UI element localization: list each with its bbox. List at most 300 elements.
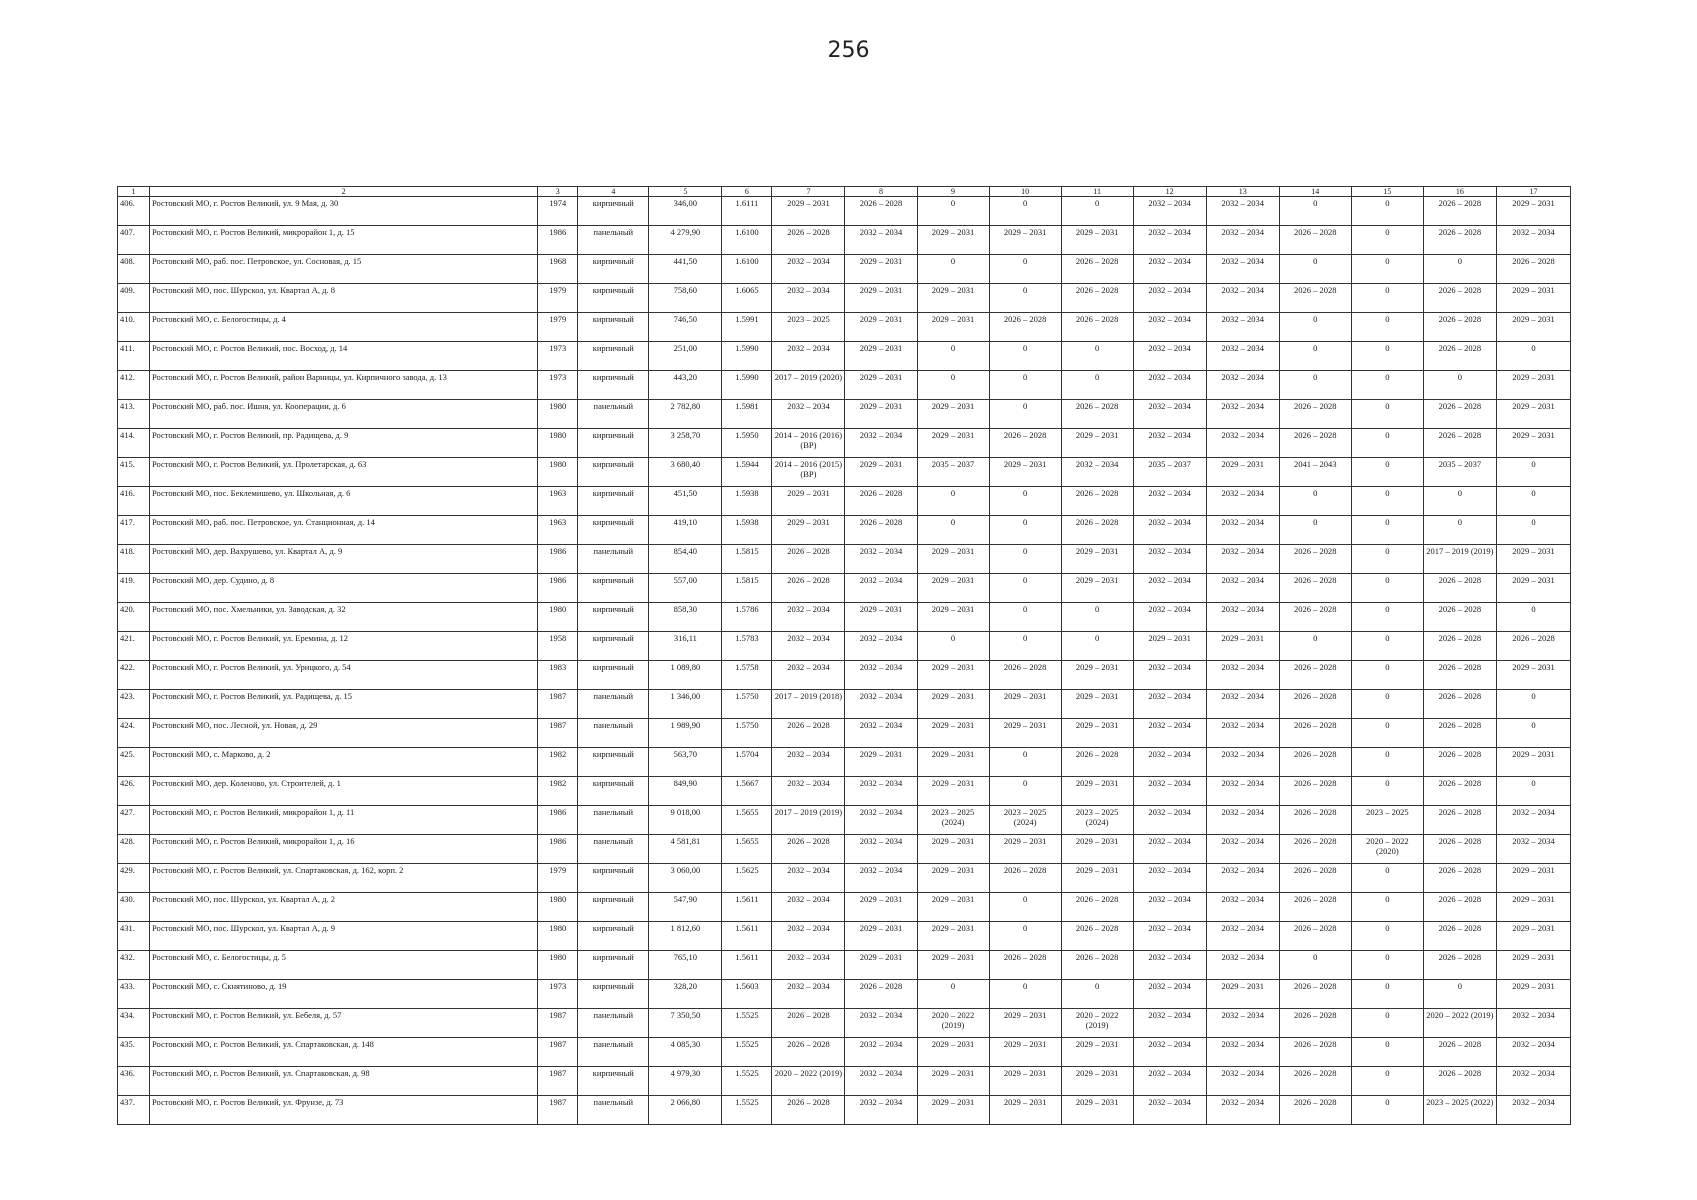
- col15-cell: 0: [1351, 197, 1423, 226]
- col8-cell: 2032 – 2034: [845, 429, 917, 458]
- col17-cell: 2029 – 2031: [1496, 980, 1570, 1009]
- address-cell: Ростовский МО, дер. Судино, д. 8: [150, 574, 538, 603]
- index-cell: 1.5944: [722, 458, 772, 487]
- col12-cell: 2032 – 2034: [1133, 719, 1206, 748]
- year-built-cell: 1963: [538, 516, 578, 545]
- col12-cell: 2032 – 2034: [1133, 806, 1206, 835]
- col10-cell: 2029 – 2031: [989, 1038, 1061, 1067]
- wall-material-cell: кирпичный: [578, 197, 649, 226]
- col9-cell: 2029 – 2031: [917, 835, 989, 864]
- index-cell: 1.5704: [722, 748, 772, 777]
- col14-cell: 0: [1279, 197, 1351, 226]
- column-number-5: 5: [649, 187, 722, 197]
- col10-cell: 2026 – 2028: [989, 661, 1061, 690]
- col7-cell: 2026 – 2028: [772, 1096, 845, 1125]
- col12-cell: 2032 – 2034: [1133, 690, 1206, 719]
- col10-cell: 0: [989, 284, 1061, 313]
- col15-cell: 0: [1351, 893, 1423, 922]
- col17-cell: 2032 – 2034: [1496, 226, 1570, 255]
- index-cell: 1.5611: [722, 922, 772, 951]
- col8-cell: 2029 – 2031: [845, 313, 917, 342]
- col10-cell: 2029 – 2031: [989, 1096, 1061, 1125]
- col7-cell: 2032 – 2034: [772, 255, 845, 284]
- col13-cell: 2032 – 2034: [1206, 1038, 1279, 1067]
- col8-cell: 2032 – 2034: [845, 719, 917, 748]
- col17-cell: 2029 – 2031: [1496, 951, 1570, 980]
- area-cell: 328,20: [649, 980, 722, 1009]
- col16-cell: 2026 – 2028: [1423, 835, 1496, 864]
- wall-material-cell: кирпичный: [578, 632, 649, 661]
- col14-cell: 2026 – 2028: [1279, 719, 1351, 748]
- col14-cell: 2026 – 2028: [1279, 835, 1351, 864]
- col11-cell: 2029 – 2031: [1061, 864, 1133, 893]
- col17-cell: 2032 – 2034: [1496, 1038, 1570, 1067]
- col14-cell: 2026 – 2028: [1279, 1009, 1351, 1038]
- wall-material-cell: панельный: [578, 690, 649, 719]
- col16-cell: 2026 – 2028: [1423, 226, 1496, 255]
- col8-cell: 2029 – 2031: [845, 342, 917, 371]
- col16-cell: 2026 – 2028: [1423, 342, 1496, 371]
- col14-cell: 0: [1279, 342, 1351, 371]
- col10-cell: 0: [989, 603, 1061, 632]
- col15-cell: 0: [1351, 545, 1423, 574]
- column-number-7: 7: [772, 187, 845, 197]
- col17-cell: 2029 – 2031: [1496, 574, 1570, 603]
- row-number: 437.: [118, 1096, 150, 1125]
- col14-cell: 2026 – 2028: [1279, 777, 1351, 806]
- col15-cell: 0: [1351, 487, 1423, 516]
- col14-cell: 2026 – 2028: [1279, 1038, 1351, 1067]
- col7-cell: 2017 – 2019 (2019): [772, 806, 845, 835]
- col17-cell: 2029 – 2031: [1496, 922, 1570, 951]
- year-built-cell: 1979: [538, 284, 578, 313]
- col13-cell: 2032 – 2034: [1206, 835, 1279, 864]
- col16-cell: 2026 – 2028: [1423, 690, 1496, 719]
- col8-cell: 2032 – 2034: [845, 632, 917, 661]
- col10-cell: 2026 – 2028: [989, 313, 1061, 342]
- address-cell: Ростовский МО, г. Ростов Великий, ул. Спартаковская, д. 148: [150, 1038, 538, 1067]
- col16-cell: 2026 – 2028: [1423, 574, 1496, 603]
- col10-cell: 0: [989, 371, 1061, 400]
- col9-cell: 2029 – 2031: [917, 748, 989, 777]
- col13-cell: 2032 – 2034: [1206, 197, 1279, 226]
- row-number: 429.: [118, 864, 150, 893]
- year-built-cell: 1958: [538, 632, 578, 661]
- col13-cell: 2029 – 2031: [1206, 458, 1279, 487]
- row-number: 426.: [118, 777, 150, 806]
- col7-cell: 2032 – 2034: [772, 893, 845, 922]
- col13-cell: 2032 – 2034: [1206, 545, 1279, 574]
- row-number: 424.: [118, 719, 150, 748]
- area-cell: 419,10: [649, 516, 722, 545]
- col9-cell: 2020 – 2022 (2019): [917, 1009, 989, 1038]
- col9-cell: 0: [917, 197, 989, 226]
- index-cell: 1.5611: [722, 951, 772, 980]
- col15-cell: 0: [1351, 632, 1423, 661]
- col15-cell: 0: [1351, 429, 1423, 458]
- col14-cell: 2026 – 2028: [1279, 284, 1351, 313]
- col10-cell: 2029 – 2031: [989, 226, 1061, 255]
- address-cell: Ростовский МО, г. Ростов Великий, район Варницы, ул. Кирпичного завода, д. 13: [150, 371, 538, 400]
- col14-cell: 2041 – 2043: [1279, 458, 1351, 487]
- col10-cell: 0: [989, 893, 1061, 922]
- row-number: 433.: [118, 980, 150, 1009]
- col16-cell: 2026 – 2028: [1423, 632, 1496, 661]
- year-built-cell: 1987: [538, 690, 578, 719]
- col11-cell: 2029 – 2031: [1061, 574, 1133, 603]
- col14-cell: 2026 – 2028: [1279, 545, 1351, 574]
- wall-material-cell: панельный: [578, 1038, 649, 1067]
- col7-cell: 2026 – 2028: [772, 545, 845, 574]
- col12-cell: 2032 – 2034: [1133, 313, 1206, 342]
- col8-cell: 2029 – 2031: [845, 284, 917, 313]
- column-number-13: 13: [1206, 187, 1279, 197]
- column-number-9: 9: [917, 187, 989, 197]
- table-row: [118, 400, 1571, 429]
- address-cell: Ростовский МО, г. Ростов Великий, ул. Радищева, д. 15: [150, 690, 538, 719]
- col11-cell: 2026 – 2028: [1061, 516, 1133, 545]
- col8-cell: 2032 – 2034: [845, 545, 917, 574]
- col15-cell: 0: [1351, 748, 1423, 777]
- address-cell: Ростовский МО, г. Ростов Великий, ул. Пролетарская, д. 63: [150, 458, 538, 487]
- area-cell: 4 581,81: [649, 835, 722, 864]
- col11-cell: 2029 – 2031: [1061, 1067, 1133, 1096]
- table-row: [118, 284, 1571, 313]
- table-row: [118, 922, 1571, 951]
- index-cell: 1.6100: [722, 255, 772, 284]
- column-number-16: 16: [1423, 187, 1496, 197]
- col13-cell: 2032 – 2034: [1206, 487, 1279, 516]
- col14-cell: 2026 – 2028: [1279, 748, 1351, 777]
- col17-cell: 0: [1496, 719, 1570, 748]
- index-cell: 1.5815: [722, 574, 772, 603]
- index-cell: 1.5938: [722, 487, 772, 516]
- address-cell: Ростовский МО, раб. пос. Петровское, ул. Сосновая, д. 15: [150, 255, 538, 284]
- col14-cell: 2026 – 2028: [1279, 661, 1351, 690]
- col16-cell: 0: [1423, 255, 1496, 284]
- col11-cell: 2026 – 2028: [1061, 922, 1133, 951]
- col12-cell: 2029 – 2031: [1133, 632, 1206, 661]
- table-row: [118, 777, 1571, 806]
- year-built-cell: 1968: [538, 255, 578, 284]
- col8-cell: 2029 – 2031: [845, 603, 917, 632]
- table-body: [118, 197, 1571, 1125]
- col7-cell: 2029 – 2031: [772, 197, 845, 226]
- year-built-cell: 1986: [538, 545, 578, 574]
- area-cell: 758,60: [649, 284, 722, 313]
- address-cell: Ростовский МО, раб. пос. Петровское, ул. Станционная, д. 14: [150, 516, 538, 545]
- address-cell: Ростовский МО, пос. Беклемишево, ул. Школьная, д. 6: [150, 487, 538, 516]
- table-row: [118, 603, 1571, 632]
- col7-cell: 2032 – 2034: [772, 284, 845, 313]
- col9-cell: 0: [917, 371, 989, 400]
- col16-cell: 2026 – 2028: [1423, 951, 1496, 980]
- wall-material-cell: кирпичный: [578, 980, 649, 1009]
- col7-cell: 2032 – 2034: [772, 748, 845, 777]
- col15-cell: 0: [1351, 371, 1423, 400]
- wall-material-cell: кирпичный: [578, 661, 649, 690]
- col8-cell: 2032 – 2034: [845, 777, 917, 806]
- col9-cell: 2029 – 2031: [917, 777, 989, 806]
- col11-cell: 2026 – 2028: [1061, 893, 1133, 922]
- column-number-8: 8: [845, 187, 917, 197]
- row-number: 425.: [118, 748, 150, 777]
- area-cell: 1 812,60: [649, 922, 722, 951]
- col7-cell: 2032 – 2034: [772, 951, 845, 980]
- index-cell: 1.5750: [722, 690, 772, 719]
- col11-cell: 0: [1061, 632, 1133, 661]
- area-cell: 443,20: [649, 371, 722, 400]
- row-number: 407.: [118, 226, 150, 255]
- col10-cell: 0: [989, 748, 1061, 777]
- wall-material-cell: кирпичный: [578, 429, 649, 458]
- index-cell: 1.5525: [722, 1067, 772, 1096]
- index-cell: 1.5667: [722, 777, 772, 806]
- table-row: [118, 1067, 1571, 1096]
- index-cell: 1.5815: [722, 545, 772, 574]
- col11-cell: 0: [1061, 371, 1133, 400]
- col9-cell: 2035 – 2037: [917, 458, 989, 487]
- wall-material-cell: панельный: [578, 1009, 649, 1038]
- row-number: 415.: [118, 458, 150, 487]
- col14-cell: 2026 – 2028: [1279, 806, 1351, 835]
- col10-cell: 0: [989, 632, 1061, 661]
- address-cell: Ростовский МО, г. Ростов Великий, микрорайон 1, д. 16: [150, 835, 538, 864]
- col8-cell: 2032 – 2034: [845, 1067, 917, 1096]
- col12-cell: 2032 – 2034: [1133, 226, 1206, 255]
- wall-material-cell: кирпичный: [578, 1067, 649, 1096]
- col17-cell: 2029 – 2031: [1496, 197, 1570, 226]
- col15-cell: 0: [1351, 1009, 1423, 1038]
- col8-cell: 2029 – 2031: [845, 458, 917, 487]
- col7-cell: 2026 – 2028: [772, 1009, 845, 1038]
- year-built-cell: 1973: [538, 342, 578, 371]
- index-cell: 1.5938: [722, 516, 772, 545]
- wall-material-cell: кирпичный: [578, 922, 649, 951]
- address-cell: Ростовский МО, с. Марково, д. 2: [150, 748, 538, 777]
- col7-cell: 2032 – 2034: [772, 342, 845, 371]
- year-built-cell: 1987: [538, 1067, 578, 1096]
- col17-cell: 2029 – 2031: [1496, 748, 1570, 777]
- area-cell: 765,10: [649, 951, 722, 980]
- col14-cell: 0: [1279, 632, 1351, 661]
- col10-cell: 2023 – 2025 (2024): [989, 806, 1061, 835]
- row-number: 406.: [118, 197, 150, 226]
- address-cell: Ростовский МО, с. Белогостицы, д. 4: [150, 313, 538, 342]
- col13-cell: 2032 – 2034: [1206, 255, 1279, 284]
- col12-cell: 2032 – 2034: [1133, 1096, 1206, 1125]
- col12-cell: 2032 – 2034: [1133, 893, 1206, 922]
- col11-cell: 2029 – 2031: [1061, 1096, 1133, 1125]
- col16-cell: 2026 – 2028: [1423, 1038, 1496, 1067]
- col16-cell: 2017 – 2019 (2019): [1423, 545, 1496, 574]
- index-cell: 1.6111: [722, 197, 772, 226]
- year-built-cell: 1980: [538, 922, 578, 951]
- col13-cell: 2032 – 2034: [1206, 777, 1279, 806]
- col10-cell: 0: [989, 255, 1061, 284]
- col16-cell: 2026 – 2028: [1423, 197, 1496, 226]
- col17-cell: 0: [1496, 777, 1570, 806]
- col15-cell: 0: [1351, 1038, 1423, 1067]
- col15-cell: 0: [1351, 864, 1423, 893]
- row-number: 409.: [118, 284, 150, 313]
- table-row: [118, 226, 1571, 255]
- index-cell: 1.5783: [722, 632, 772, 661]
- col8-cell: 2029 – 2031: [845, 400, 917, 429]
- row-number: 408.: [118, 255, 150, 284]
- row-number: 412.: [118, 371, 150, 400]
- col10-cell: 0: [989, 400, 1061, 429]
- col13-cell: 2029 – 2031: [1206, 980, 1279, 1009]
- col9-cell: 2029 – 2031: [917, 1067, 989, 1096]
- wall-material-cell: кирпичный: [578, 574, 649, 603]
- col16-cell: 2026 – 2028: [1423, 429, 1496, 458]
- row-number: 420.: [118, 603, 150, 632]
- row-number: 417.: [118, 516, 150, 545]
- col12-cell: 2032 – 2034: [1133, 197, 1206, 226]
- col16-cell: 2026 – 2028: [1423, 719, 1496, 748]
- wall-material-cell: кирпичный: [578, 255, 649, 284]
- year-built-cell: 1986: [538, 835, 578, 864]
- col13-cell: 2032 – 2034: [1206, 400, 1279, 429]
- col16-cell: 0: [1423, 371, 1496, 400]
- wall-material-cell: кирпичный: [578, 951, 649, 980]
- col8-cell: 2026 – 2028: [845, 487, 917, 516]
- col9-cell: 2029 – 2031: [917, 429, 989, 458]
- col15-cell: 0: [1351, 603, 1423, 632]
- col15-cell: 0: [1351, 400, 1423, 429]
- wall-material-cell: панельный: [578, 545, 649, 574]
- index-cell: 1.5611: [722, 893, 772, 922]
- table-row: [118, 748, 1571, 777]
- col11-cell: 2020 – 2022 (2019): [1061, 1009, 1133, 1038]
- index-cell: 1.5950: [722, 429, 772, 458]
- col10-cell: 0: [989, 545, 1061, 574]
- area-cell: 9 018,00: [649, 806, 722, 835]
- col7-cell: 2032 – 2034: [772, 980, 845, 1009]
- table-row: [118, 313, 1571, 342]
- column-number-12: 12: [1133, 187, 1206, 197]
- col11-cell: 2029 – 2031: [1061, 429, 1133, 458]
- address-cell: Ростовский МО, г. Ростов Великий, ул. Спартаковская, д. 98: [150, 1067, 538, 1096]
- address-cell: Ростовский МО, раб. пос. Ишня, ул. Кооперации, д. 6: [150, 400, 538, 429]
- row-number: 428.: [118, 835, 150, 864]
- area-cell: 3 680,40: [649, 458, 722, 487]
- col16-cell: 2023 – 2025 (2022): [1423, 1096, 1496, 1125]
- table-row: [118, 458, 1571, 487]
- col9-cell: 2029 – 2031: [917, 864, 989, 893]
- col7-cell: 2032 – 2034: [772, 922, 845, 951]
- col8-cell: 2029 – 2031: [845, 748, 917, 777]
- col14-cell: 2026 – 2028: [1279, 574, 1351, 603]
- col13-cell: 2032 – 2034: [1206, 516, 1279, 545]
- col16-cell: 2026 – 2028: [1423, 748, 1496, 777]
- area-cell: 251,00: [649, 342, 722, 371]
- row-number: 416.: [118, 487, 150, 516]
- col12-cell: 2032 – 2034: [1133, 516, 1206, 545]
- index-cell: 1.5750: [722, 719, 772, 748]
- table-row: [118, 1096, 1571, 1125]
- row-number: 436.: [118, 1067, 150, 1096]
- area-cell: 849,90: [649, 777, 722, 806]
- table-row: [118, 632, 1571, 661]
- col13-cell: 2032 – 2034: [1206, 690, 1279, 719]
- col15-cell: 2023 – 2025: [1351, 806, 1423, 835]
- col11-cell: 2029 – 2031: [1061, 719, 1133, 748]
- area-cell: 1 346,00: [649, 690, 722, 719]
- col9-cell: 2029 – 2031: [917, 1096, 989, 1125]
- table-row: [118, 864, 1571, 893]
- col16-cell: 2020 – 2022 (2019): [1423, 1009, 1496, 1038]
- address-cell: Ростовский МО, пос. Шурскол, ул. Квартал А, д. 8: [150, 284, 538, 313]
- year-built-cell: 1979: [538, 864, 578, 893]
- area-cell: 4 085,30: [649, 1038, 722, 1067]
- col10-cell: 0: [989, 197, 1061, 226]
- col11-cell: 2026 – 2028: [1061, 284, 1133, 313]
- wall-material-cell: панельный: [578, 400, 649, 429]
- col15-cell: 0: [1351, 458, 1423, 487]
- column-number-2: 2: [150, 187, 538, 197]
- address-cell: Ростовский МО, г. Ростов Великий, микрорайон 1, д. 15: [150, 226, 538, 255]
- col7-cell: 2017 – 2019 (2018): [772, 690, 845, 719]
- year-built-cell: 1980: [538, 951, 578, 980]
- wall-material-cell: кирпичный: [578, 313, 649, 342]
- wall-material-cell: кирпичный: [578, 342, 649, 371]
- col14-cell: 2026 – 2028: [1279, 400, 1351, 429]
- row-number: 434.: [118, 1009, 150, 1038]
- col17-cell: 0: [1496, 458, 1570, 487]
- col8-cell: 2029 – 2031: [845, 951, 917, 980]
- wall-material-cell: кирпичный: [578, 458, 649, 487]
- col11-cell: 2026 – 2028: [1061, 255, 1133, 284]
- year-built-cell: 1987: [538, 1038, 578, 1067]
- wall-material-cell: кирпичный: [578, 893, 649, 922]
- col12-cell: 2032 – 2034: [1133, 951, 1206, 980]
- col10-cell: 0: [989, 980, 1061, 1009]
- col10-cell: 2029 – 2031: [989, 690, 1061, 719]
- col12-cell: 2032 – 2034: [1133, 1067, 1206, 1096]
- col16-cell: 0: [1423, 516, 1496, 545]
- col16-cell: 2026 – 2028: [1423, 1067, 1496, 1096]
- col16-cell: 2026 – 2028: [1423, 661, 1496, 690]
- column-number-15: 15: [1351, 187, 1423, 197]
- col9-cell: 2029 – 2031: [917, 313, 989, 342]
- row-number: 419.: [118, 574, 150, 603]
- col14-cell: 0: [1279, 255, 1351, 284]
- col11-cell: 2026 – 2028: [1061, 487, 1133, 516]
- col12-cell: 2032 – 2034: [1133, 284, 1206, 313]
- col17-cell: 0: [1496, 342, 1570, 371]
- index-cell: 1.5991: [722, 313, 772, 342]
- col17-cell: 0: [1496, 487, 1570, 516]
- row-number: 435.: [118, 1038, 150, 1067]
- col9-cell: 2029 – 2031: [917, 603, 989, 632]
- col7-cell: 2014 – 2016 (2016) (ВР): [772, 429, 845, 458]
- col14-cell: 2026 – 2028: [1279, 226, 1351, 255]
- area-cell: 2 066,80: [649, 1096, 722, 1125]
- col11-cell: 2029 – 2031: [1061, 835, 1133, 864]
- wall-material-cell: панельный: [578, 226, 649, 255]
- index-cell: 1.5525: [722, 1038, 772, 1067]
- table-row: [118, 806, 1571, 835]
- table-row: [118, 690, 1571, 719]
- col17-cell: 2026 – 2028: [1496, 632, 1570, 661]
- year-built-cell: 1987: [538, 1096, 578, 1125]
- row-number: 423.: [118, 690, 150, 719]
- col12-cell: 2032 – 2034: [1133, 429, 1206, 458]
- index-cell: 1.5655: [722, 835, 772, 864]
- col13-cell: 2032 – 2034: [1206, 661, 1279, 690]
